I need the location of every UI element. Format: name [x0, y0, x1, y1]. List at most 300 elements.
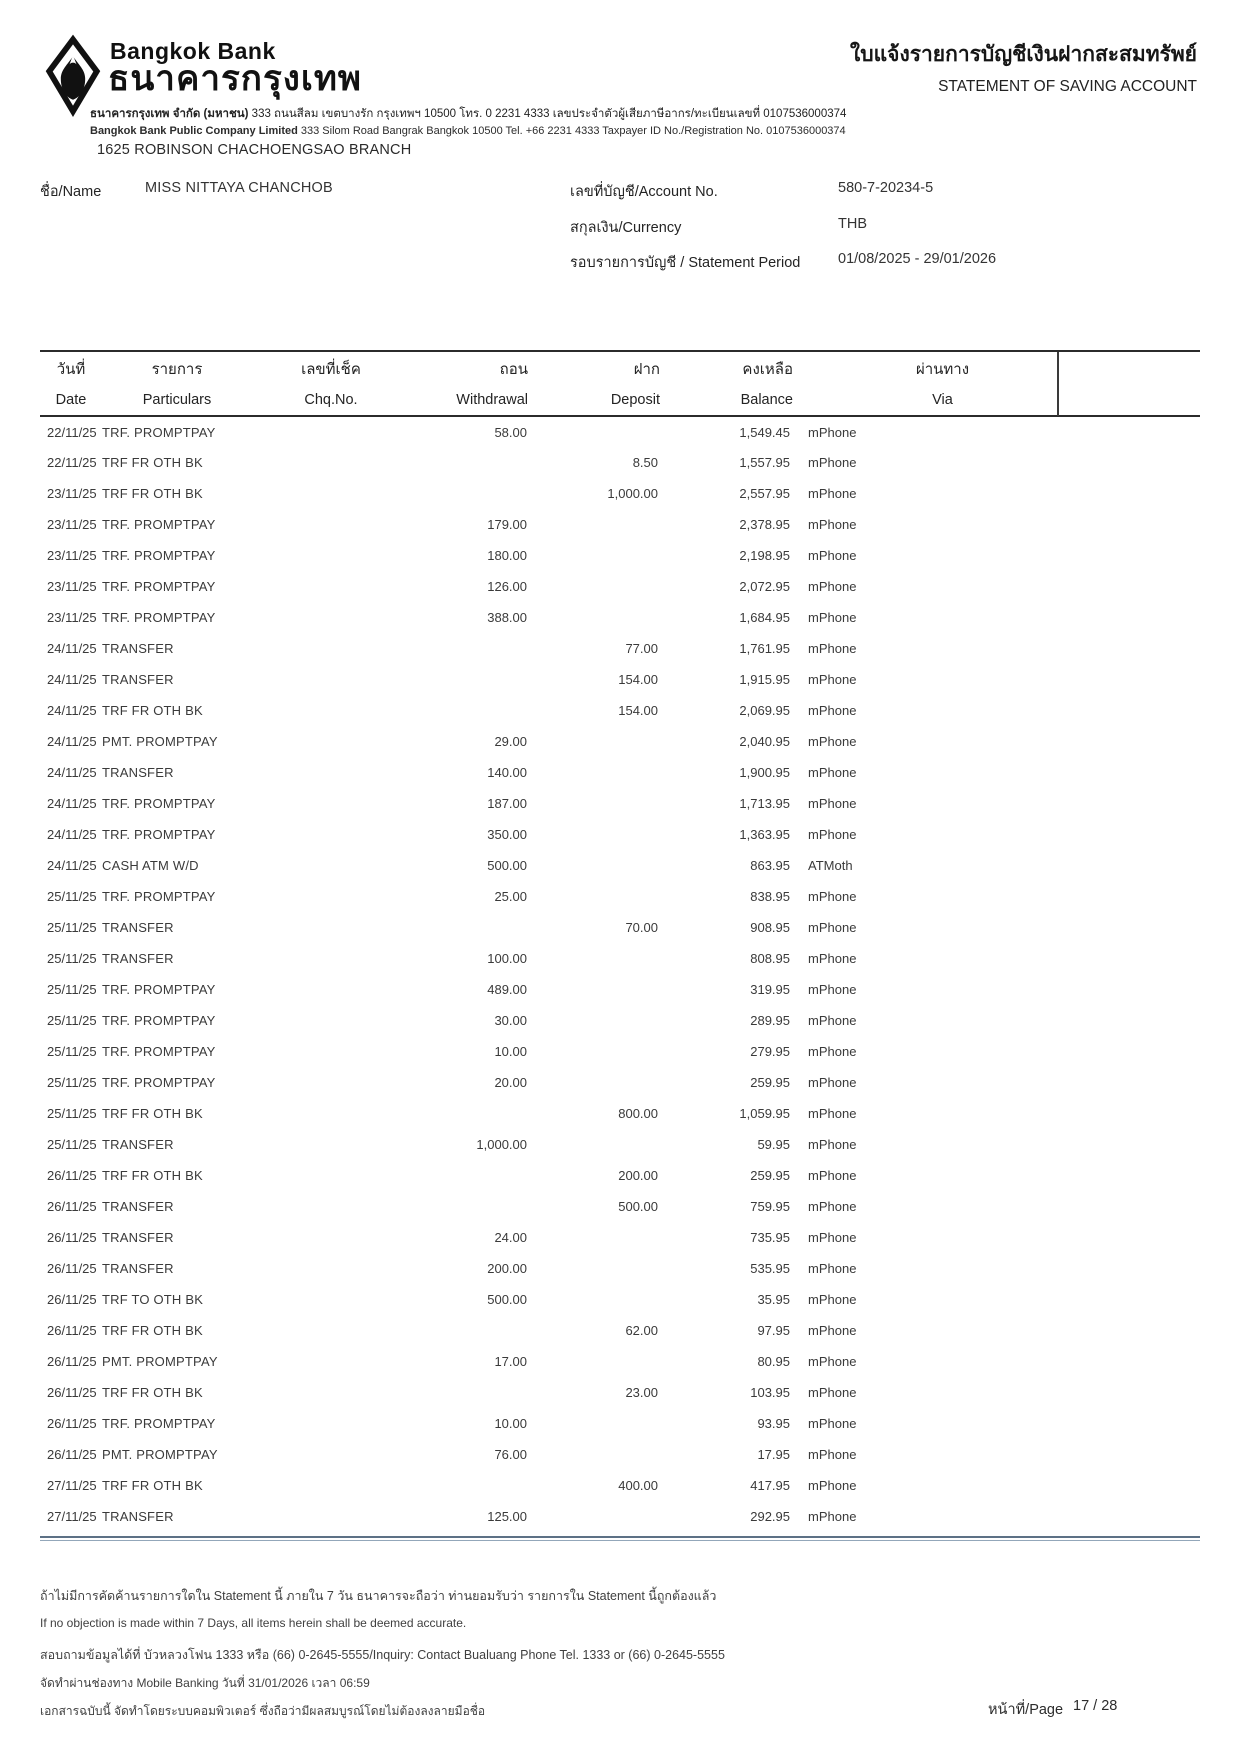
cell-particulars: TRANSFER: [102, 1509, 174, 1524]
cell-withdrawal: 29.00: [494, 734, 527, 749]
cell-chq-no: [252, 447, 390, 478]
col-header-particulars-th: รายการ: [151, 360, 203, 378]
transaction-row: [40, 881, 1200, 912]
cell-balance: 259.95: [750, 1075, 790, 1090]
cell-particulars: PMT. PROMPTPAY: [102, 1447, 218, 1462]
transaction-row: [40, 633, 1200, 664]
transaction-row: [40, 1036, 1200, 1067]
col-header-balance-en: Balance: [662, 385, 795, 416]
cell-via: ATMoth: [808, 858, 853, 873]
cell-deposit: 77.00: [625, 641, 658, 656]
cell-withdrawal: [390, 447, 530, 478]
transaction-row: [40, 1160, 1200, 1191]
cell-via: mPhone: [808, 827, 857, 842]
cell-balance: 103.95: [750, 1385, 790, 1400]
cell-date: 23/11/25: [47, 486, 97, 501]
cell-particulars: TRF. PROMPTPAY: [102, 1044, 216, 1059]
cell-balance: 2,198.95: [739, 548, 790, 563]
cell-particulars: TRF. PROMPTPAY: [102, 1075, 216, 1090]
cell-deposit: [530, 1067, 662, 1098]
transactions-body: [40, 416, 1200, 1532]
cell-chq-no: [252, 819, 390, 850]
cell-deposit: [530, 1253, 662, 1284]
cell-via: mPhone: [808, 1075, 857, 1090]
cell-deposit: 400.00: [618, 1478, 658, 1493]
transaction-row: [40, 1346, 1200, 1377]
cell-withdrawal: [390, 1191, 530, 1222]
transaction-row: [40, 447, 1200, 478]
transaction-row: [40, 1439, 1200, 1470]
cell-withdrawal: 30.00: [494, 1013, 527, 1028]
cell-chq-no: [252, 633, 390, 664]
cell-chq-no: [252, 974, 390, 1005]
cell-withdrawal: 179.00: [487, 517, 527, 532]
cell-chq-no: [252, 1005, 390, 1036]
cell-via: mPhone: [808, 982, 857, 997]
cell-particulars: TRANSFER: [102, 951, 174, 966]
cell-chq-no: [252, 1253, 390, 1284]
cell-chq-no: [252, 912, 390, 943]
cell-via: mPhone: [808, 486, 857, 501]
cell-withdrawal: [390, 695, 530, 726]
cell-particulars: PMT. PROMPTPAY: [102, 734, 218, 749]
transactions-table: [40, 352, 1200, 1532]
cell-date: 25/11/25: [47, 920, 97, 935]
cell-withdrawal: [390, 1470, 530, 1501]
cell-date: 26/11/25: [47, 1447, 97, 1462]
cell-withdrawal: [390, 478, 530, 509]
brand-name-en: Bangkok Bank: [110, 38, 276, 64]
cell-via: mPhone: [808, 734, 857, 749]
cell-particulars: TRF. PROMPTPAY: [102, 796, 216, 811]
cell-balance: 908.95: [750, 920, 790, 935]
cell-particulars: TRF FR OTH BK: [102, 455, 203, 470]
cell-chq-no: [252, 1408, 390, 1439]
document-title-en: STATEMENT OF SAVING ACCOUNT: [938, 78, 1197, 95]
cell-withdrawal: 125.00: [487, 1509, 527, 1524]
name-label: ชื่อ/Name: [40, 184, 102, 200]
cell-date: 27/11/25: [47, 1478, 97, 1493]
transaction-row: [40, 1470, 1200, 1501]
cell-date: 25/11/25: [47, 889, 97, 904]
cell-via: mPhone: [808, 1230, 857, 1245]
cell-via: mPhone: [808, 1199, 857, 1214]
bank-address-en: [90, 123, 846, 140]
cell-balance: 1,557.95: [739, 455, 790, 470]
cell-deposit: [530, 1501, 662, 1532]
cell-balance: 863.95: [750, 858, 790, 873]
transaction-row: [40, 1315, 1200, 1346]
cell-balance: 735.95: [750, 1230, 790, 1245]
brand-name-th: ธนาคารกรุงเทพ: [108, 59, 362, 98]
cell-particulars: TRF. PROMPTPAY: [102, 424, 216, 440]
cell-via: mPhone: [808, 1509, 857, 1524]
cell-particulars: TRF. PROMPTPAY: [102, 548, 216, 563]
cell-particulars: TRF. PROMPTPAY: [102, 517, 216, 532]
cell-balance: 1,059.95: [739, 1106, 790, 1121]
period-label: รอบรายการบัญชี / Statement Period: [570, 255, 801, 271]
cell-particulars: TRF. PROMPTPAY: [102, 579, 216, 594]
cell-balance: 17.95: [757, 1447, 790, 1462]
transaction-row: [40, 974, 1200, 1005]
cell-withdrawal: [390, 1377, 530, 1408]
cell-via: mPhone: [808, 1013, 857, 1028]
cell-particulars: TRANSFER: [102, 672, 174, 687]
cell-particulars: TRF FR OTH BK: [102, 1385, 203, 1400]
cell-via: mPhone: [808, 951, 857, 966]
cell-chq-no: [252, 850, 390, 881]
cell-balance: 292.95: [750, 1509, 790, 1524]
cell-withdrawal: 489.00: [487, 982, 527, 997]
cell-chq-no: [252, 1284, 390, 1315]
bank-address-th-detail: 333 ถนนสีลม เขตบางรัก กรุงเทพฯ 10500 โทร. 0 2231 4333 เลขประจำตัวผู้เสียภาษีอากร/ทะเบียนเลขที่ 0107536000374: [248, 108, 847, 120]
cell-particulars: TRF. PROMPTPAY: [102, 827, 216, 842]
cell-deposit: 8.50: [632, 455, 658, 470]
cell-date: 24/11/25: [47, 858, 97, 873]
transaction-row: [40, 571, 1200, 602]
cell-deposit: 200.00: [618, 1168, 658, 1183]
cell-date: 23/11/25: [47, 548, 97, 563]
cell-chq-no: [252, 1346, 390, 1377]
cell-date: 26/11/25: [47, 1323, 97, 1338]
cell-particulars: TRANSFER: [102, 1199, 174, 1214]
bank-address-th: [90, 106, 846, 123]
cell-date: 26/11/25: [47, 1261, 97, 1276]
cell-via: mPhone: [808, 1292, 857, 1307]
account-no-label: เลขที่บัญชี/Account No.: [570, 184, 718, 200]
cell-deposit: [530, 726, 662, 757]
page-number-value: 17 / 28: [1073, 1698, 1118, 1714]
table-header-row-th: [40, 352, 1200, 385]
col-header-particulars-en: Particulars: [102, 385, 252, 416]
cell-via: mPhone: [808, 889, 857, 904]
cell-date: 22/11/25: [47, 455, 97, 470]
cell-withdrawal: [390, 1160, 530, 1191]
cell-date: 25/11/25: [47, 1044, 97, 1059]
cell-deposit: [530, 850, 662, 881]
cell-balance: 1,363.95: [739, 827, 790, 842]
cell-particulars: TRF FR OTH BK: [102, 1106, 203, 1121]
cell-chq-no: [252, 1191, 390, 1222]
cell-chq-no: [252, 1377, 390, 1408]
cell-particulars: CASH ATM W/D: [102, 858, 199, 873]
bank-address-en-detail: 333 Silom Road Bangrak Bangkok 10500 Tel. +66 2231 4333 Taxpayer ID No./Registration No. 0107536000374: [297, 125, 846, 137]
cell-chq-no: [252, 540, 390, 571]
cell-particulars: TRF FR OTH BK: [102, 1168, 203, 1183]
currency-value: THB: [838, 216, 867, 232]
cell-date: 24/11/25: [47, 765, 97, 780]
cell-particulars: TRF FR OTH BK: [102, 1323, 203, 1338]
cell-particulars: TRF FR OTH BK: [102, 703, 203, 718]
transaction-row: [40, 540, 1200, 571]
cell-date: 25/11/25: [47, 1106, 97, 1121]
cell-via: mPhone: [808, 920, 857, 935]
cell-chq-no: [252, 695, 390, 726]
cell-withdrawal: 10.00: [494, 1416, 527, 1431]
cell-deposit: [530, 1036, 662, 1067]
transaction-row: [40, 1408, 1200, 1439]
col-header-withdrawal-en: Withdrawal: [390, 385, 530, 416]
document-title: [850, 38, 1197, 96]
cell-chq-no: [252, 1098, 390, 1129]
cell-deposit: [530, 602, 662, 633]
col-header-via-en: Via: [795, 385, 1200, 416]
cell-date: 25/11/25: [47, 982, 97, 997]
cell-via: mPhone: [808, 1168, 857, 1183]
transaction-row: [40, 819, 1200, 850]
cell-date: 24/11/25: [47, 703, 97, 718]
cell-via: mPhone: [808, 1323, 857, 1338]
transactions-table-wrap: [40, 350, 1200, 1541]
cell-deposit: [530, 1129, 662, 1160]
cell-balance: 2,557.95: [739, 486, 790, 501]
cell-particulars: TRF. PROMPTPAY: [102, 982, 216, 997]
transaction-row: [40, 757, 1200, 788]
col-header-deposit-en: Deposit: [530, 385, 662, 416]
cell-deposit: [530, 571, 662, 602]
cell-chq-no: [252, 881, 390, 912]
cell-balance: 319.95: [750, 982, 790, 997]
cell-chq-no: [252, 602, 390, 633]
cell-date: 26/11/25: [47, 1416, 97, 1431]
col-header-balance-th: คงเหลือ: [742, 360, 793, 378]
cell-deposit: 62.00: [625, 1323, 658, 1338]
cell-deposit: 800.00: [618, 1106, 658, 1121]
cell-withdrawal: [390, 633, 530, 664]
cell-chq-no: [252, 1222, 390, 1253]
cell-via: mPhone: [808, 455, 857, 470]
cell-balance: 289.95: [750, 1013, 790, 1028]
cell-deposit: 500.00: [618, 1199, 658, 1214]
cell-date: 26/11/25: [47, 1385, 97, 1400]
cell-chq-no: [252, 1315, 390, 1346]
cell-chq-no: [252, 1036, 390, 1067]
table-header: [40, 352, 1200, 416]
cell-withdrawal: 1,000.00: [476, 1137, 527, 1152]
cell-via: mPhone: [808, 1106, 857, 1121]
cell-balance: 2,072.95: [739, 579, 790, 594]
cell-via: mPhone: [808, 1416, 857, 1431]
cell-via: mPhone: [808, 1385, 857, 1400]
cell-balance: 535.95: [750, 1261, 790, 1276]
cell-via: mPhone: [808, 1447, 857, 1462]
cell-date: 26/11/25: [47, 1354, 97, 1369]
transaction-row: [40, 1067, 1200, 1098]
col-header-via-th: ผ่านทาง: [915, 360, 970, 378]
transaction-row: [40, 726, 1200, 757]
cell-date: 23/11/25: [47, 517, 97, 532]
cell-balance: 1,900.95: [739, 765, 790, 780]
cell-balance: 80.95: [757, 1354, 790, 1369]
name-value: MISS NITTAYA CHANCHOB: [145, 180, 333, 196]
transaction-row: [40, 1284, 1200, 1315]
cell-withdrawal: 180.00: [487, 548, 527, 563]
cell-deposit: [530, 1408, 662, 1439]
cell-balance: 97.95: [757, 1323, 790, 1338]
transaction-row: [40, 1098, 1200, 1129]
cell-withdrawal: 17.00: [494, 1354, 527, 1369]
cell-chq-no: [252, 478, 390, 509]
cell-balance: 1,915.95: [739, 672, 790, 687]
cell-particulars: TRANSFER: [102, 641, 174, 656]
col-header-chq-th: เลขที่เช็ค: [301, 360, 361, 378]
cell-via: mPhone: [808, 703, 857, 718]
cell-via: mPhone: [808, 1354, 857, 1369]
transaction-row: [40, 850, 1200, 881]
cell-chq-no: [252, 1501, 390, 1532]
transaction-row: [40, 1191, 1200, 1222]
cell-withdrawal: 350.00: [487, 827, 527, 842]
cell-date: 26/11/25: [47, 1292, 97, 1307]
cell-chq-no: [252, 509, 390, 540]
cell-via: mPhone: [808, 548, 857, 563]
cell-particulars: TRANSFER: [102, 765, 174, 780]
cell-withdrawal: 10.00: [494, 1044, 527, 1059]
col-header-withdrawal-th: ถอน: [499, 360, 528, 378]
cell-balance: 2,069.95: [739, 703, 790, 718]
cell-withdrawal: [390, 912, 530, 943]
transaction-row: [40, 912, 1200, 943]
transaction-row: [40, 664, 1200, 695]
cell-balance: 759.95: [750, 1199, 790, 1214]
cell-particulars: TRF. PROMPTPAY: [102, 1013, 216, 1028]
cell-balance: 838.95: [750, 889, 790, 904]
cell-particulars: TRF. PROMPTPAY: [102, 889, 216, 904]
transaction-row: [40, 1129, 1200, 1160]
footer-note-objection-th: ถ้าไม่มีการคัดค้านรายการใดใน Statement นี้ ภายใน 7 วัน ธนาคารจะถือว่า ท่านยอมรับว่า รายการใน Statement นี้ถูกต้องแล้ว: [40, 1589, 717, 1603]
cell-balance: 808.95: [750, 951, 790, 966]
cell-deposit: [530, 1222, 662, 1253]
cell-withdrawal: 25.00: [494, 889, 527, 904]
cell-particulars: TRANSFER: [102, 1137, 174, 1152]
cell-balance: 1,549.45: [739, 424, 790, 440]
cell-via: mPhone: [808, 1044, 857, 1059]
cell-chq-no: [252, 1439, 390, 1470]
cell-withdrawal: [390, 1315, 530, 1346]
cell-balance: 59.95: [757, 1137, 790, 1152]
transaction-row: [40, 1005, 1200, 1036]
cell-withdrawal: 76.00: [494, 1447, 527, 1462]
cell-date: 23/11/25: [47, 579, 97, 594]
cell-deposit: [530, 1284, 662, 1315]
cell-deposit: [530, 540, 662, 571]
transaction-row: [40, 695, 1200, 726]
cell-balance: 1,761.95: [739, 641, 790, 656]
bank-address-en-name: Bangkok Bank Public Company Limited: [90, 125, 298, 137]
cell-withdrawal: [390, 664, 530, 695]
cell-deposit: [530, 943, 662, 974]
transaction-row: [40, 509, 1200, 540]
cell-chq-no: [252, 757, 390, 788]
currency-label: สกุลเงิน/Currency: [570, 220, 682, 236]
cell-chq-no: [252, 416, 390, 447]
cell-via: mPhone: [808, 424, 857, 440]
cell-chq-no: [252, 1129, 390, 1160]
cell-date: 25/11/25: [47, 1075, 97, 1090]
cell-date: 26/11/25: [47, 1199, 97, 1214]
cell-withdrawal: [390, 1098, 530, 1129]
cell-chq-no: [252, 571, 390, 602]
cell-chq-no: [252, 1160, 390, 1191]
cell-deposit: [530, 757, 662, 788]
footer-note-generated-via: จัดทำผ่านช่องทาง Mobile Banking วันที่ 31/01/2026 เวลา 06:59: [40, 1676, 370, 1690]
col-header-chq-en: Chq.No.: [252, 385, 390, 416]
cell-via: mPhone: [808, 1478, 857, 1493]
cell-particulars: TRANSFER: [102, 920, 174, 935]
footer-note-objection-en: If no objection is made within 7 Days, all items herein shall be deemed accurate.: [40, 1616, 467, 1630]
transaction-row: [40, 1501, 1200, 1532]
cell-balance: 1,713.95: [739, 796, 790, 811]
cell-date: 27/11/25: [47, 1509, 97, 1524]
cell-deposit: 23.00: [625, 1385, 658, 1400]
cell-via: mPhone: [808, 517, 857, 532]
header-divider-line: [1057, 352, 1059, 416]
cell-date: 26/11/25: [47, 1168, 97, 1183]
cell-withdrawal: 500.00: [487, 858, 527, 873]
cell-withdrawal: 20.00: [494, 1075, 527, 1090]
cell-particulars: TRANSFER: [102, 1230, 174, 1245]
cell-date: 26/11/25: [47, 1230, 97, 1245]
transaction-row: [40, 1253, 1200, 1284]
cell-balance: 35.95: [757, 1292, 790, 1307]
cell-date: 22/11/25: [47, 424, 97, 440]
cell-chq-no: [252, 1470, 390, 1501]
cell-particulars: TRF. PROMPTPAY: [102, 610, 216, 625]
transaction-row: [40, 1377, 1200, 1408]
cell-chq-no: [252, 726, 390, 757]
cell-date: 23/11/25: [47, 610, 97, 625]
cell-particulars: TRF FR OTH BK: [102, 486, 203, 501]
document-title-th: ใบแจ้งรายการบัญชีเงินฝากสะสมทรัพย์: [850, 43, 1197, 66]
cell-withdrawal: 140.00: [487, 765, 527, 780]
cell-particulars: TRANSFER: [102, 1261, 174, 1276]
cell-via: mPhone: [808, 1261, 857, 1276]
cell-balance: 417.95: [750, 1478, 790, 1493]
cell-via: mPhone: [808, 579, 857, 594]
account-no-value: 580-7-20234-5: [838, 180, 934, 196]
cell-balance: 93.95: [757, 1416, 790, 1431]
transaction-row: [40, 788, 1200, 819]
cell-date: 24/11/25: [47, 796, 97, 811]
cell-chq-no: [252, 1067, 390, 1098]
cell-via: mPhone: [808, 796, 857, 811]
cell-balance: 279.95: [750, 1044, 790, 1059]
cell-chq-no: [252, 664, 390, 695]
cell-withdrawal: 500.00: [487, 1292, 527, 1307]
cell-withdrawal: 58.00: [494, 424, 527, 440]
cell-withdrawal: 200.00: [487, 1261, 527, 1276]
cell-deposit: [530, 1439, 662, 1470]
cell-date: 24/11/25: [47, 827, 97, 842]
footer-note-computer-generated: เอกสารฉบับนี้ จัดทำโดยระบบคอมพิวเตอร์ ซึ่งถือว่ามีผลสมบูรณ์โดยไม่ต้องลงลายมือชื่อ: [40, 1704, 486, 1718]
cell-withdrawal: 126.00: [487, 579, 527, 594]
table-end-rule: [40, 1536, 1200, 1541]
table-header-row-en: [40, 385, 1200, 416]
cell-via: mPhone: [808, 1137, 857, 1152]
footer-note-inquiry: สอบถามข้อมูลได้ที่ บัวหลวงโฟน 1333 หรือ (66) 0-2645-5555/Inquiry: Contact Bualuang Phone Tel. 1333 or (66) 0-2645-5555: [40, 1648, 725, 1662]
cell-deposit: [530, 974, 662, 1005]
cell-via: mPhone: [808, 765, 857, 780]
cell-balance: 259.95: [750, 1168, 790, 1183]
cell-via: mPhone: [808, 641, 857, 656]
col-header-date-en: Date: [40, 385, 102, 416]
cell-deposit: [530, 1346, 662, 1377]
bank-address: [90, 106, 846, 140]
cell-deposit: [530, 509, 662, 540]
cell-withdrawal: 24.00: [494, 1230, 527, 1245]
period-value: 01/08/2025 - 29/01/2026: [838, 251, 997, 267]
cell-via: mPhone: [808, 610, 857, 625]
